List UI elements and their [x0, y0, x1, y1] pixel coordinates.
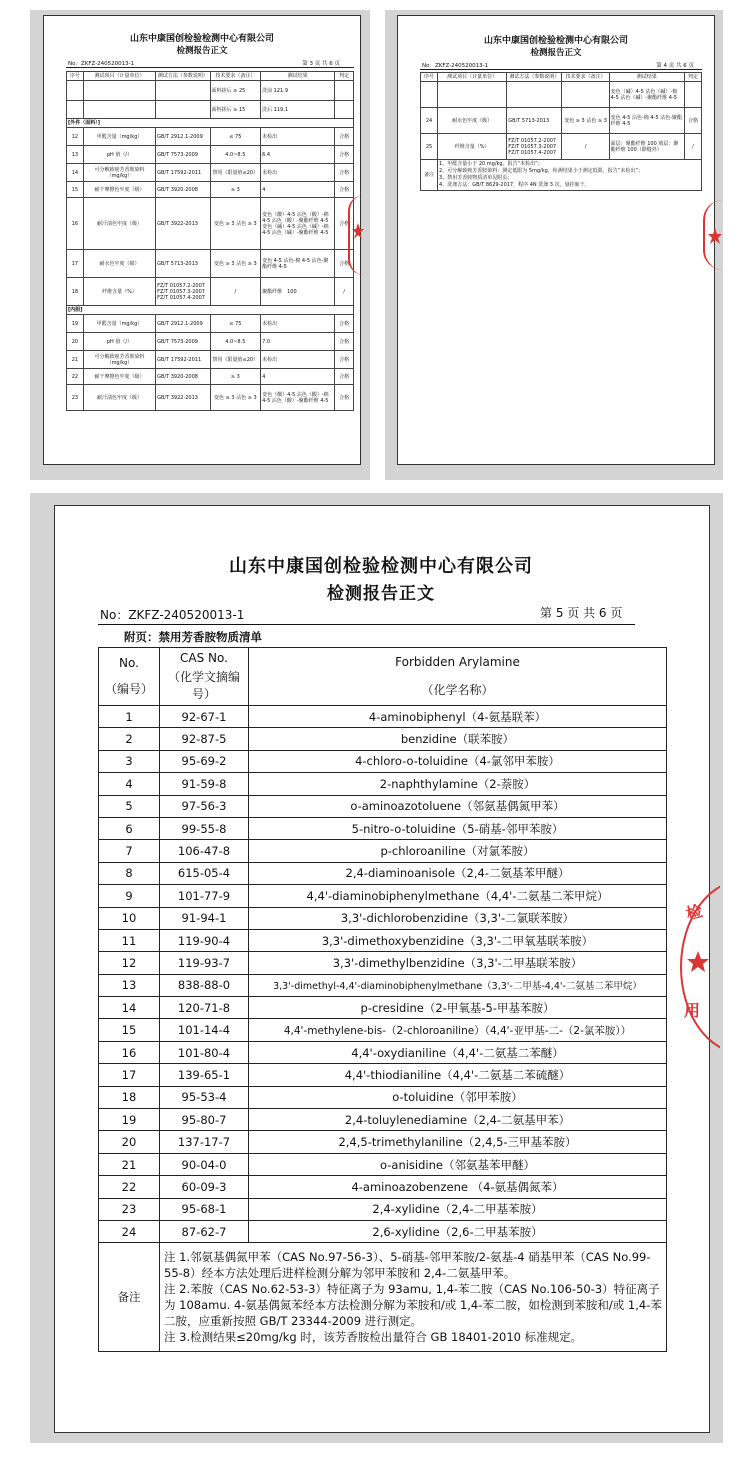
row-method: GB/T 17592-2011 — [156, 164, 210, 182]
table-row — [99, 1131, 667, 1153]
col-no-label: No. — [119, 656, 139, 670]
table-row — [67, 250, 354, 278]
row-item: 耐水色牢度（级） — [83, 250, 155, 278]
page4-top-res: 变色（碱）4-5 沾色（碱）-棉 4-5 沾色（碱）-聚酯纤维 4-5 — [609, 82, 684, 108]
col-no-cn-label: （编号） — [104, 682, 153, 696]
row-verdict: 合格 — [335, 198, 354, 250]
table-row — [67, 182, 354, 198]
row-no: 2 — [99, 728, 160, 750]
page4-company: 山东中康国创检验检测中心有限公司 — [483, 36, 628, 46]
table-row — [67, 278, 354, 306]
page3-col-method: 测试方法（参数说明） — [156, 72, 210, 81]
row-verdict: 合格 — [335, 315, 354, 333]
row-name: 4,4'-diaminobiphenylmethane（4,4'-二氨基二苯甲烷） — [249, 885, 667, 907]
page3-col-verdict: 判定 — [335, 72, 354, 81]
row-method: GB/T 3920-2008 — [156, 182, 210, 198]
page3-title: 检测报告正文 — [176, 46, 228, 56]
page3-page-number: 第 3 页 共 6 页 — [302, 61, 340, 67]
row-name: p-chloroaniline（对氯苯胺） — [249, 840, 667, 862]
page4-report-no: No：ZKFZ-240520013-1 — [422, 63, 489, 69]
row-req: ≤ 75 — [210, 128, 261, 146]
col-no-header — [99, 648, 160, 706]
row-verdict: 合格 — [335, 351, 354, 369]
col-cas-cn-label: （化学文摘编号） — [167, 670, 240, 701]
row-method: GB/T 5713-2013 — [156, 250, 210, 278]
row-req: 4.0~8.5 — [210, 333, 261, 351]
row-no: 13 — [99, 974, 160, 996]
table-row — [99, 1041, 667, 1063]
table-row — [99, 885, 667, 907]
row-result: 未检出 — [261, 164, 335, 182]
row-cas: 92-87-5 — [160, 728, 249, 750]
table-row — [99, 929, 667, 951]
row-no: 17 — [67, 250, 84, 278]
row-result: 变色 4-5 沾色-棉 4-5 沾色-聚酯纤维 4-5 — [609, 108, 684, 134]
row-cas: 95-80-7 — [160, 1109, 249, 1131]
row-no: 23 — [67, 385, 84, 411]
row-name: 2,4-diaminoanisole（2,4-二氨基苯甲醚） — [249, 862, 667, 884]
row-verdict: / — [684, 134, 701, 160]
row-method: GB/T 3922-2013 — [156, 385, 210, 411]
table-row — [99, 817, 667, 839]
table-row — [67, 315, 354, 333]
row-no: 4 — [99, 773, 160, 795]
row-name: 5-nitro-o-toluidine（5-硝基-邻甲苯胺） — [249, 817, 667, 839]
page5-company: 山东中康国创检验检测中心有限公司 — [229, 556, 533, 577]
table-row — [99, 795, 667, 817]
row-cas: 615-05-4 — [160, 862, 249, 884]
row-item: 耐干摩擦色牢度（级） — [83, 369, 155, 385]
page3-top-req-2: 面料搓后 ≥ 15 — [210, 101, 261, 119]
row-name: benzidine（联苯胺） — [249, 728, 667, 750]
row-no: 3 — [99, 750, 160, 772]
row-no: 19 — [67, 315, 84, 333]
table-row — [421, 134, 702, 160]
row-item: 耐水色牢度（级） — [438, 108, 507, 134]
row-result: 变色 4-5 沾色-棉 4-5 沾色-聚酯纤维 4-5 — [261, 250, 335, 278]
row-no: 22 — [99, 1176, 160, 1198]
row-verdict: 合格 — [335, 128, 354, 146]
row-no: 24 — [99, 1220, 160, 1242]
row-item: 耐干摩擦色牢度（级） — [83, 182, 155, 198]
note-1: 注 1.邻氨基偶氮甲苯（CAS No.97-56-3）、5-硝基-邻甲苯胺/2-氨基-4 硝基甲苯（CAS No.99-55-8）经本方法处理后进样检测分解为邻甲苯胺和 2,4-二氨基甲苯。 — [164, 1250, 651, 1281]
row-name: 4-chloro-o-toluidine（4-氯邻甲苯胺） — [249, 750, 667, 772]
row-method: FZ/T 01057.2-2007 FZ/T 01057.3-2007 FZ/T 01057.4-2007 — [507, 134, 562, 160]
row-cas: 101-77-9 — [160, 885, 249, 907]
row-cas: 95-68-1 — [160, 1198, 249, 1220]
row-no: 24 — [421, 108, 438, 134]
page3-col-req: 技术要求（备注） — [210, 72, 261, 81]
row-req: 禁用（限量值≤20） — [210, 164, 261, 182]
row-req: ≤ 75 — [210, 315, 261, 333]
row-no: 21 — [99, 1153, 160, 1175]
page4-col-req: 技术要求（备注） — [562, 73, 609, 82]
row-item: 纤维含量（%） — [438, 134, 507, 160]
row-cas: 101-80-4 — [160, 1041, 249, 1063]
row-cas: 95-53-4 — [160, 1086, 249, 1108]
table-row — [67, 198, 354, 250]
table-row — [99, 907, 667, 929]
row-result: 聚酯纤维 100 — [261, 278, 335, 306]
row-name: o-anisidine（邻氨基苯甲醚） — [249, 1153, 667, 1175]
page3-col-result: 测试结果 — [261, 72, 335, 81]
row-item: 耐汗渍色牢度（级） — [83, 198, 155, 250]
page4-page-number: 第 4 页 共 6 页 — [656, 63, 694, 69]
row-item: pH 值（/） — [83, 333, 155, 351]
row-result: 面层：聚酯纤维 100 填层：聚酯纤维 100（除缝外） — [609, 134, 684, 160]
row-no: 15 — [67, 182, 84, 198]
table-row — [67, 333, 354, 351]
page3-seal-star-icon — [350, 195, 364, 275]
row-cas: 101-14-4 — [160, 1019, 249, 1041]
table-row — [99, 1086, 667, 1108]
appendix-title: 附页：禁用芳香胺物质清单 — [124, 630, 262, 644]
note-2: 注 2.苯胺（CAS No.62-53-3）特征离子为 93amu, 1,4-苯二胺（CAS No.106-50-3）特征离子为 108amu. 4-氨基偶氮苯经本方法检测分解为苯胺和/或 1,4-苯二胺，如检测到苯胺和/或 1,4-苯二胺，应重新按照 GB/T 23344-2009 进行测定。 — [164, 1282, 662, 1329]
row-no: 5 — [99, 795, 160, 817]
row-result: 变色（酸）4-5 沾色（酸）-棉 4-5 沾色（酸）-聚酯纤维 4-5 — [261, 385, 335, 411]
row-result: 7.0 — [261, 333, 335, 351]
row-name: 2,4-toluylenediamine（2,4-二氨基甲苯） — [249, 1109, 667, 1131]
page4-col-no: 序号 — [421, 73, 438, 82]
row-cas: 95-69-2 — [160, 750, 249, 772]
report-page-3 — [43, 15, 361, 465]
page4-results-table — [420, 72, 702, 191]
page3-report-no: No：ZKFZ-240520013-1 — [68, 61, 135, 67]
seal-text-top: 检 — [684, 901, 705, 924]
row-result: 4 — [261, 182, 335, 198]
row-req: 4.0~8.5 — [210, 146, 261, 164]
row-name: 2,6-xylidine（2,6-二甲基苯胺） — [249, 1220, 667, 1242]
row-name: o-toluidine（邻甲苯胺） — [249, 1086, 667, 1108]
forbidden-arylamine-table — [98, 647, 667, 1352]
table-row — [99, 728, 667, 750]
table-row — [99, 1109, 667, 1131]
row-no: 6 — [99, 817, 160, 839]
row-name: 2-naphthylamine（2-萘胺） — [249, 773, 667, 795]
row-req: / — [210, 278, 261, 306]
report-page-4 — [397, 15, 715, 465]
table-row — [421, 108, 702, 134]
row-cas: 106-47-8 — [160, 840, 249, 862]
page4-col-method: 测试方法（参数说明） — [507, 73, 562, 82]
row-name: 4,4'-methylene-bis-（2-chloroaniline）（4,4'-亚甲基-二-（2-氯苯胺）） — [249, 1019, 667, 1041]
row-item: 可分解致癌芳香胺染料（mg/kg） — [83, 351, 155, 369]
page5-title: 检测报告正文 — [327, 584, 435, 604]
row-req: 变色 ≥ 3 沾色 ≥ 3 — [210, 198, 261, 250]
col-name-header — [249, 648, 667, 706]
row-cas: 119-93-7 — [160, 952, 249, 974]
col-name-cn-label: （化学名称） — [421, 683, 494, 697]
row-cas: 119-90-4 — [160, 929, 249, 951]
row-no: 16 — [67, 198, 84, 250]
row-name: p-cresidine（2-甲氧基-5-甲基苯胺） — [249, 997, 667, 1019]
table-row — [99, 1019, 667, 1041]
col-cas-header — [160, 648, 249, 706]
row-name: 2,4-xylidine（2,4-二甲基苯胺） — [249, 1198, 667, 1220]
page3-section-inner: [内胆] — [67, 306, 354, 315]
note-3: 注 3.检测结果≤20mg/kg 时，该芳香胺检出量符合 GB 18401-2010 标准规定。 — [164, 1330, 583, 1345]
row-no: 9 — [99, 885, 160, 907]
row-name: 3,3'-dichlorobenzidine（3,3'-二氯联苯胺） — [249, 907, 667, 929]
row-verdict: 合格 — [335, 369, 354, 385]
row-verdict: 合格 — [335, 164, 354, 182]
row-name: 3,3'-dimethylbenzidine（3,3'-二甲基联苯胺） — [249, 952, 667, 974]
row-cas: 99-55-8 — [160, 817, 249, 839]
row-name: 3,3'-dimethoxybenzidine（3,3'-二甲氧基联苯胺） — [249, 929, 667, 951]
page4-note-1: 1、甲醛含量小于 20 mg/kg，报告“未检出”； — [439, 161, 543, 167]
row-no: 14 — [67, 164, 84, 182]
table-row — [67, 164, 354, 182]
page3-top-res-2: 洗后 119.1 — [261, 101, 335, 119]
table-row — [99, 706, 667, 728]
row-req: 变色 ≥ 3 沾色 ≥ 3 — [562, 108, 609, 134]
row-result: 变色（酸）4-5 沾色（酸）-棉 4-5 沾色（酸）-聚酯纤维 4-5 变色（碱）4-5 沾色（碱）-棉 4-5 沾色（碱）-聚酯纤维 4-5 — [261, 198, 335, 250]
row-verdict: 合格 — [335, 182, 354, 198]
page4-title: 检测报告正文 — [530, 48, 582, 58]
row-req: ≥ 3 — [210, 369, 261, 385]
row-cas: 92-67-1 — [160, 706, 249, 728]
row-method: GB/T 17592-2011 — [156, 351, 210, 369]
table-row — [99, 952, 667, 974]
row-no: 10 — [99, 907, 160, 929]
row-item: pH 值（/） — [83, 146, 155, 164]
row-no: 1 — [99, 706, 160, 728]
row-name: o-aminoazotoluene（邻氨基偶氮甲苯） — [249, 795, 667, 817]
row-cas: 838-88-0 — [160, 974, 249, 996]
page4-col-result: 测试结果 — [609, 73, 684, 82]
table-row — [67, 369, 354, 385]
page4-note-4: 4、洗涤方法：GB/T 8629-2017，程序 4N 洗涤 3 次，悬挂晾干。 — [439, 182, 590, 188]
row-req: 变色 ≥ 3 沾色 ≥ 3 — [210, 385, 261, 411]
row-method: GB/T 2912.1-2009 — [156, 315, 210, 333]
row-method: GB/T 7573-2009 — [156, 146, 210, 164]
row-method: GB/T 3920-2008 — [156, 369, 210, 385]
notes-label: 备注 — [99, 1243, 160, 1352]
row-req: ≥ 3 — [210, 182, 261, 198]
row-cas: 137-17-7 — [160, 1131, 249, 1153]
row-no: 25 — [421, 134, 438, 160]
col-name-label: Forbidden Arylamine — [395, 655, 520, 669]
row-no: 18 — [67, 278, 84, 306]
row-name: 4,4'-thiodianiline（4,4'-二氨基二苯硫醚） — [249, 1064, 667, 1086]
row-result: 6.4 — [261, 146, 335, 164]
row-no: 13 — [67, 146, 84, 164]
row-result: 未检出 — [261, 351, 335, 369]
page3-results-table — [66, 71, 354, 411]
row-verdict: 合格 — [684, 108, 701, 134]
page3-col-no: 序号 — [67, 72, 84, 81]
row-no: 8 — [99, 862, 160, 884]
table-row — [99, 1220, 667, 1242]
arylamine-rows — [99, 706, 667, 1243]
page3-company: 山东中康国创检验检测中心有限公司 — [129, 34, 274, 44]
seal-star-icon — [686, 950, 710, 974]
row-verdict: 合格 — [335, 385, 354, 411]
row-item: 甲醛含量（mg/kg） — [83, 315, 155, 333]
row-no: 12 — [99, 952, 160, 974]
page4-red-seal — [703, 200, 723, 270]
row-method: GB/T 2912.1-2009 — [156, 128, 210, 146]
row-no: 14 — [99, 997, 160, 1019]
page4-notes-label: 备注 — [421, 160, 438, 191]
page4-col-verdict: 判定 — [684, 73, 701, 82]
row-name: 2,4,5-trimethylaniline（2,4,5-三甲基苯胺） — [249, 1131, 667, 1153]
row-req: 变色 ≥ 3 沾色 ≥ 3 — [210, 250, 261, 278]
table-row — [67, 146, 354, 164]
row-result: 4 — [261, 369, 335, 385]
page5-page-number: 第 5 页 共 6 页 — [540, 606, 623, 620]
table-row — [99, 1064, 667, 1086]
row-cas: 60-09-3 — [160, 1176, 249, 1198]
seal-text-bottom: 用 — [684, 1001, 701, 1020]
table-row — [67, 385, 354, 411]
row-verdict: 合格 — [335, 250, 354, 278]
page3-col-item: 测试项目（计量单位） — [83, 72, 155, 81]
page4-note-3: 3、禁用芳香胺物质清单见附页； — [439, 175, 513, 181]
table-row — [99, 997, 667, 1019]
table-row — [99, 1176, 667, 1198]
page3-red-seal — [348, 195, 364, 275]
row-no: 21 — [67, 351, 84, 369]
row-no: 11 — [99, 929, 160, 951]
row-cas: 91-59-8 — [160, 773, 249, 795]
table-row — [67, 351, 354, 369]
row-cas: 90-04-0 — [160, 1153, 249, 1175]
row-method: GB/T 7573-2009 — [156, 333, 210, 351]
row-item: 可分解致癌芳香胺染料（mg/kg） — [83, 164, 155, 182]
row-req: / — [562, 134, 609, 160]
row-name: 4-aminobiphenyl（4-氨基联苯） — [249, 706, 667, 728]
row-no: 12 — [67, 128, 84, 146]
table-row — [99, 773, 667, 795]
row-cas: 139-65-1 — [160, 1064, 249, 1086]
row-no: 15 — [99, 1019, 160, 1041]
table-row — [99, 750, 667, 772]
row-no: 7 — [99, 840, 160, 862]
row-cas: 97-56-3 — [160, 795, 249, 817]
row-method: GB/T 5713-2013 — [507, 108, 562, 134]
page3-top-res-1: 洗前 121.9 — [261, 81, 335, 101]
row-method: GB/T 3922-2013 — [156, 198, 210, 250]
table-row — [99, 862, 667, 884]
row-item: 甲醛含量（mg/kg） — [83, 128, 155, 146]
row-cas: 120-71-8 — [160, 997, 249, 1019]
page4-note-2: 2、可分解致癌芳香胺染料：测定低限为 5mg/kg，检测结果小于测定低限，报告“未检出”； — [439, 168, 643, 174]
page5-red-seal — [680, 880, 720, 1050]
row-no: 20 — [67, 333, 84, 351]
page3-top-req-1: 面料搓后 ≥ 25 — [210, 81, 261, 101]
row-no: 20 — [99, 1131, 160, 1153]
row-verdict: 合格 — [335, 146, 354, 164]
table-row — [99, 974, 667, 996]
page4-seal-star-icon — [705, 200, 723, 270]
row-req: 禁用（限量值≤20） — [210, 351, 261, 369]
row-no: 18 — [99, 1086, 160, 1108]
page5-report-no: No：ZKFZ-240520013-1 — [100, 608, 245, 622]
row-no: 22 — [67, 369, 84, 385]
row-result: 未检出 — [261, 315, 335, 333]
row-name: 3,3'-dimethyl-4,4'-diaminobiphenylmethane（3,3'-二甲基-4,4'-二氨基二苯甲烷） — [249, 974, 667, 996]
table-row — [99, 840, 667, 862]
row-no: 17 — [99, 1064, 160, 1086]
row-no: 16 — [99, 1041, 160, 1063]
row-cas: 87-62-7 — [160, 1220, 249, 1242]
table-row — [99, 1198, 667, 1220]
page3-section-outer: [外件（面料）] — [67, 119, 354, 128]
table-row — [99, 1153, 667, 1175]
row-no: 19 — [99, 1109, 160, 1131]
row-method: FZ/T 01057.2-2007 FZ/T 01057.3-2007 FZ/T 01057.4-2007 — [156, 278, 210, 306]
row-item: 纤维含量（%） — [83, 278, 155, 306]
page4-col-item: 测试项目（计量单位） — [438, 73, 507, 82]
table-row — [67, 128, 354, 146]
row-item: 耐汗渍色牢度（级） — [83, 385, 155, 411]
row-name: 4-aminoazobenzene （4-氨基偶氮苯） — [249, 1176, 667, 1198]
row-name: 4,4'-oxydianiline（4,4'-二氨基二苯醚） — [249, 1041, 667, 1063]
row-cas: 91-94-1 — [160, 907, 249, 929]
col-cas-label: CAS No. — [180, 651, 228, 665]
page5-header-rule — [98, 624, 635, 625]
row-verdict: 合格 — [335, 333, 354, 351]
row-result: 未检出 — [261, 128, 335, 146]
row-no: 23 — [99, 1198, 160, 1220]
row-verdict: / — [335, 278, 354, 306]
